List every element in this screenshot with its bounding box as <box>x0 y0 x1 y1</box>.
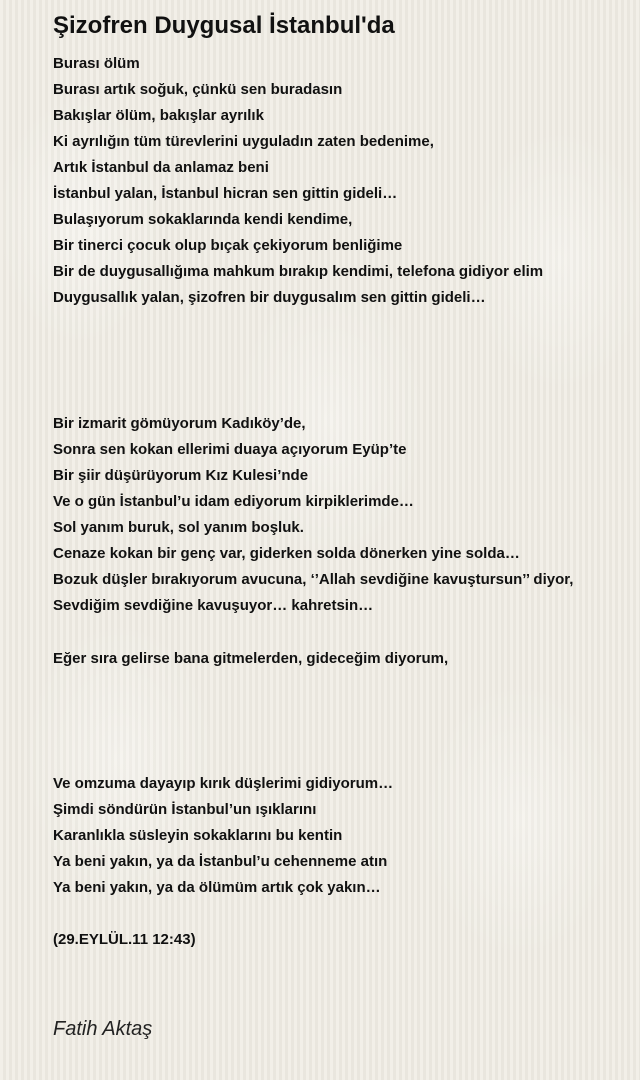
poem-line: Bakışlar ölüm, bakışlar ayrılık <box>53 107 264 124</box>
author-signature: Fatih Aktaş <box>53 1018 153 1040</box>
poem-title: Şizofren Duygusal İstanbul'da <box>53 12 395 39</box>
poem-line: Ya beni yakın, ya da İstanbul’u cehenneme atın <box>53 853 388 870</box>
poem-line: Sonra sen kokan ellerimi duaya açıyorum Eyüp’te <box>53 441 407 458</box>
stanza <box>53 771 393 901</box>
poem-line: Ki ayrılığın tüm türevlerini uyguladın zaten bedenime, <box>53 133 434 150</box>
poem-line: Karanlıkla süsleyin sokaklarını bu kentin <box>53 827 343 844</box>
poem-line: Bozuk düşler bırakıyorum avucuna, ‘’Allah sevdiğine kavuştursun’’ diyor, <box>53 571 574 588</box>
stanza <box>53 646 448 672</box>
poem-line: Eğer sıra gelirse bana gitmelerden, gideceğim diyorum, <box>53 650 449 667</box>
poem-line: Bir de duygusallığıma mahkum bırakıp kendimi, telefona gidiyor elim <box>53 263 544 280</box>
poem-line: Sol yanım buruk, sol yanım boşluk. <box>53 519 304 536</box>
poem-line: Şimdi söndürün İstanbul’un ışıklarını <box>53 801 317 818</box>
poem-line: Bir izmarit gömüyorum Kadıköy’de, <box>53 415 306 432</box>
poem-line: Ve o gün İstanbul’u idam ediyorum kirpiklerimde… <box>53 493 414 510</box>
stanza <box>53 51 543 311</box>
poem-line: Bulaşıyorum sokaklarında kendi kendime, <box>53 211 353 228</box>
poem-line: Ya beni yakın, ya da ölümüm artık çok yakın… <box>53 879 381 896</box>
poem-line: İstanbul yalan, İstanbul hicran sen gittin gideli… <box>53 185 398 202</box>
poem-line: Burası ölüm <box>53 55 140 72</box>
poem-line: Burası artık soğuk, çünkü sen buradasın <box>53 81 343 98</box>
poem-date: (29.EYLÜL.11 12:43) <box>53 931 196 948</box>
poem-line: Cenaze kokan bir genç var, giderken solda dönerken yine solda… <box>53 545 520 562</box>
poem-line: Ve omzuma dayayıp kırık düşlerimi gidiyorum… <box>53 775 394 792</box>
poem-line: Bir tinerci çocuk olup bıçak çekiyorum benliğime <box>53 237 403 254</box>
poem-line: Artık İstanbul da anlamaz beni <box>53 159 269 176</box>
poem-line: Bir şiir düşürüyorum Kız Kulesi’nde <box>53 467 309 484</box>
poem-line: Duygusallık yalan, şizofren bir duygusalım sen gittin gideli… <box>53 289 486 306</box>
stanza <box>53 927 196 953</box>
poem-line: Sevdiğim sevdiğine kavuşuyor… kahretsin… <box>53 597 374 614</box>
stanza <box>53 411 573 619</box>
